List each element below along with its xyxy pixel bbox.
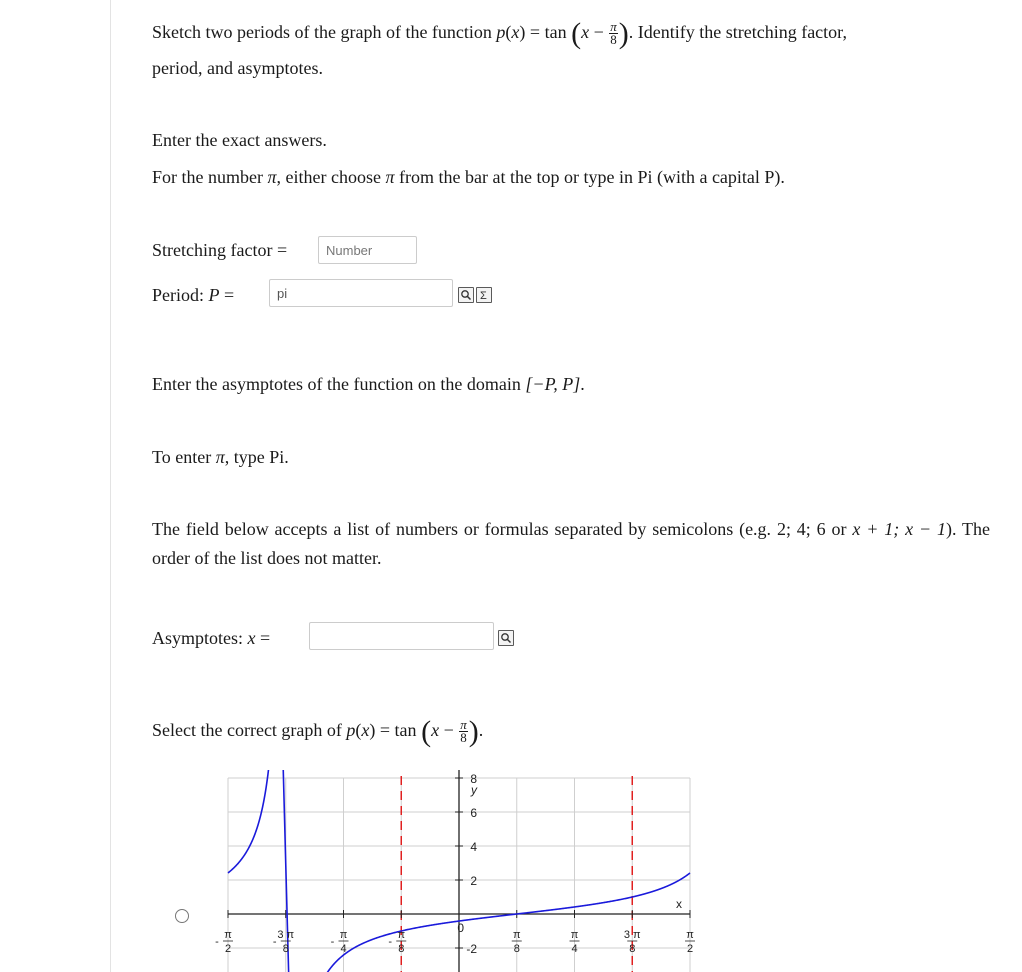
x-tick-label-den-3: 8	[398, 943, 405, 955]
question-intro: Sketch two periods of the graph of the function p(x) = tan (x − $\frac{\pi}{8}$ ). Identify the stretching factor,	[152, 16, 847, 50]
stretch-factor-input[interactable]	[318, 236, 417, 264]
asym-preview-icon[interactable]	[498, 630, 514, 646]
y-tick-label-3: 4	[470, 840, 477, 854]
func-name: p	[496, 22, 506, 42]
x-tick-label-num-2: π	[339, 929, 348, 941]
x-tick-label-den-0: 2	[224, 943, 232, 955]
exact-note: Enter the exact answers.	[152, 130, 327, 150]
x-tick-label-den-5: 8	[513, 943, 520, 955]
select-shift-fraction: $\frac{\pi}{8}$	[460, 717, 467, 746]
x-tick-label-num-5: π	[512, 929, 521, 941]
curve-branch-0	[228, 770, 401, 972]
asymptote-intro: Enter the asymptotes of the function on the domain [−P, P].	[152, 374, 585, 394]
y-tick-label-2: 2	[470, 874, 477, 888]
formula-editor-icon[interactable]	[476, 287, 492, 303]
x-tick-label-num-8: π	[686, 929, 694, 941]
identify-text: . Identify the stretching factor,	[628, 22, 847, 42]
shift-fraction: $\frac{\pi}{8}$	[610, 19, 617, 48]
left-border	[110, 0, 111, 972]
question-line2: period, and asymptotes.	[152, 58, 323, 78]
x-tick-label-minus-1: -	[272, 936, 277, 948]
stretch-label: Stretching factor =	[152, 240, 288, 260]
x-tick-label-minus-2: -	[330, 936, 335, 948]
func-var: x	[511, 22, 520, 42]
y-tick-label-1: 0	[457, 921, 464, 935]
select-graph-prompt: Select the correct graph of p(x) = tan (x − $\frac{\pi}{8}$ ).	[152, 714, 484, 748]
y-tick-label-0: -2	[466, 942, 477, 956]
x-tick-label-den-8: 2	[686, 943, 694, 955]
svg-text:Σ: Σ	[480, 290, 487, 302]
x-tick-label-den-7: 8	[629, 943, 636, 955]
period-label: Period: P =	[152, 285, 235, 305]
domain-expression: [−P, P]	[525, 374, 581, 394]
x-tick-label-den-6: 4	[571, 943, 578, 955]
x-axis-label: x	[676, 897, 682, 911]
curve-branch-2	[632, 873, 690, 897]
pi-note: For the number π, either choose π from the bar at the top or type in Pi (with a capital P).	[152, 167, 785, 187]
y-axis-label: y	[471, 783, 477, 797]
x-tick-label-num-0: π	[224, 929, 232, 941]
asymptotes-label: Asymptotes: x =	[152, 628, 271, 648]
chart-axes	[228, 770, 690, 972]
y-tick-label-4: 6	[470, 806, 477, 820]
asymptotes-input[interactable]	[309, 622, 494, 650]
x-tick-label-num-7: 3 π	[623, 929, 641, 941]
func-var-2: x	[581, 22, 590, 42]
preview-icon[interactable]	[458, 287, 474, 303]
x-tick-label-num-6: π	[570, 929, 579, 941]
pi-hint: To enter π, type Pi.	[152, 447, 289, 467]
x-tick-label-den-1: 8	[282, 943, 289, 955]
x-tick-label-den-2: 4	[340, 943, 347, 955]
y-tick-label-5: 8	[470, 772, 477, 786]
example-1: 2; 4; 6	[776, 519, 826, 539]
x-tick-label-minus-3: -	[388, 936, 393, 948]
list-note: The field below accepts a list of numbers or formulas separated by semicolons (e.g. 2; 4; 6 or x + 1; x − 1). The order of the list does not matter.	[152, 519, 991, 568]
chart-tick-labels	[215, 772, 695, 956]
x-tick-label-minus-0: -	[215, 936, 219, 948]
intro-text: Sketch two periods of the graph of the function	[152, 22, 492, 42]
period-input[interactable]	[269, 279, 453, 307]
x-tick-label-num-3: π	[397, 929, 406, 941]
tangent-graph	[214, 770, 704, 972]
example-2: x + 1; x − 1	[852, 519, 947, 539]
func-eq: = tan	[529, 22, 567, 42]
graph-option-radio[interactable]	[175, 909, 189, 923]
x-tick-label-num-1: 3 π	[277, 929, 295, 941]
